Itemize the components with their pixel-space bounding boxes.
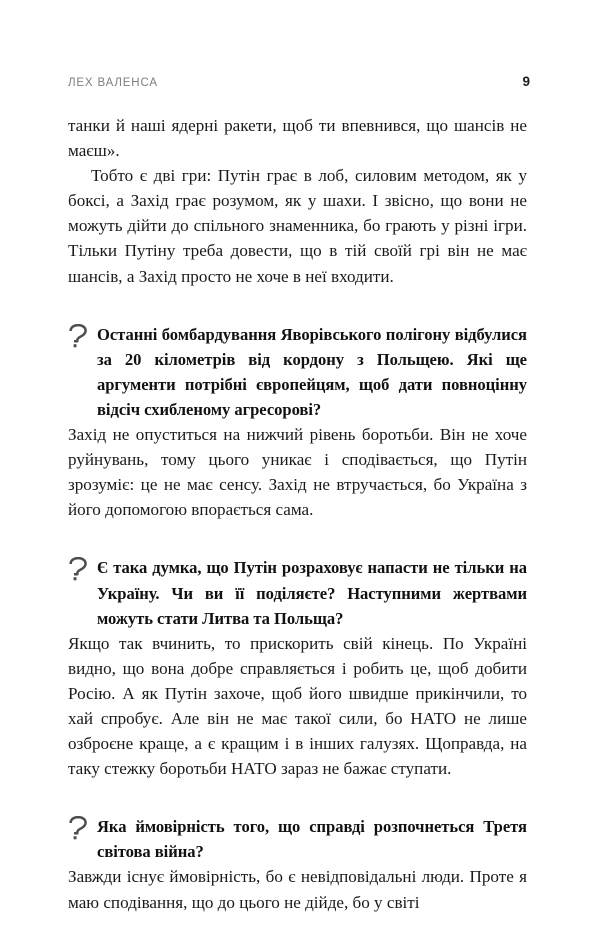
page-number: 9 xyxy=(522,74,530,89)
answer-text: Якщо так вчинить, то прискорить свій кінець. По Україні видно, що вона добре справляється і робить це, щоб добити Росію. А як Путін захоче, щоб його швидше прикінчили, то хай спробує. Але він не має такої сили, бо НАТО не лише озброєне краще, а є кращим і в інших галузях. Щоправда, на таку стежку боротьби НАТО зараз не бажає ступати. xyxy=(68,633,527,779)
question-text: Останні бомбардування Яворівського полігону відбулися за 20 кілометрів від кордону з Польщею. Які ще аргументи потрібні європейцям, щоб дати повноцінну відсіч схибленому агресорові? xyxy=(97,324,527,419)
question-text: Є така думка, що Путін розраховує напасти не тільки на Україну. Чи ви її поділяєте? Наступними жертвами можуть стати Литва та Польща? xyxy=(97,558,527,628)
running-head xyxy=(68,74,530,94)
question-mark-icon xyxy=(68,816,90,841)
text-column xyxy=(68,113,527,915)
paragraph: танки й наші ядерні ракети, щоб ти впевнився, що шансів не маєш». xyxy=(68,116,527,161)
question-mark-icon xyxy=(68,324,90,349)
question-text-wrapper xyxy=(68,814,527,864)
question-text-wrapper xyxy=(68,322,527,422)
running-head-title: ЛЕХ ВАЛЕНСА xyxy=(68,77,158,89)
answer-text: Завжди існує ймовірність, бо є невідповідальні люди. Проте я маю сподівання, що до цього не дійде, бо у світі xyxy=(68,867,527,912)
paragraph: Тобто є дві гри: Путін грає в лоб, силовим методом, як у боксі, а Захід грає розумом, як у шахи. І звісно, що вони не можуть дійти до спільного знаменника, бо грають у різні ігри. Тільки Путіну треба довести, що в тій своїй грі він не має шансів, а Захід просто не хоче в неї входити. xyxy=(68,166,527,286)
qa-block xyxy=(68,814,527,914)
qa-block xyxy=(68,555,527,781)
question-text: Яка ймовірність того, що справді розпочнеться Третя світова війна? xyxy=(97,817,527,862)
qa-block xyxy=(68,322,527,523)
question-mark-icon xyxy=(68,557,90,582)
answer-text: Захід не опуститься на нижчий рівень боротьби. Він не хоче руйнувань, тому цього уникає і сподівається, що Путін зрозуміє: це не має сенсу. Захід не втручається, бо Україна з його допомогою впорається сама. xyxy=(68,425,527,520)
question-text-wrapper xyxy=(68,555,527,630)
